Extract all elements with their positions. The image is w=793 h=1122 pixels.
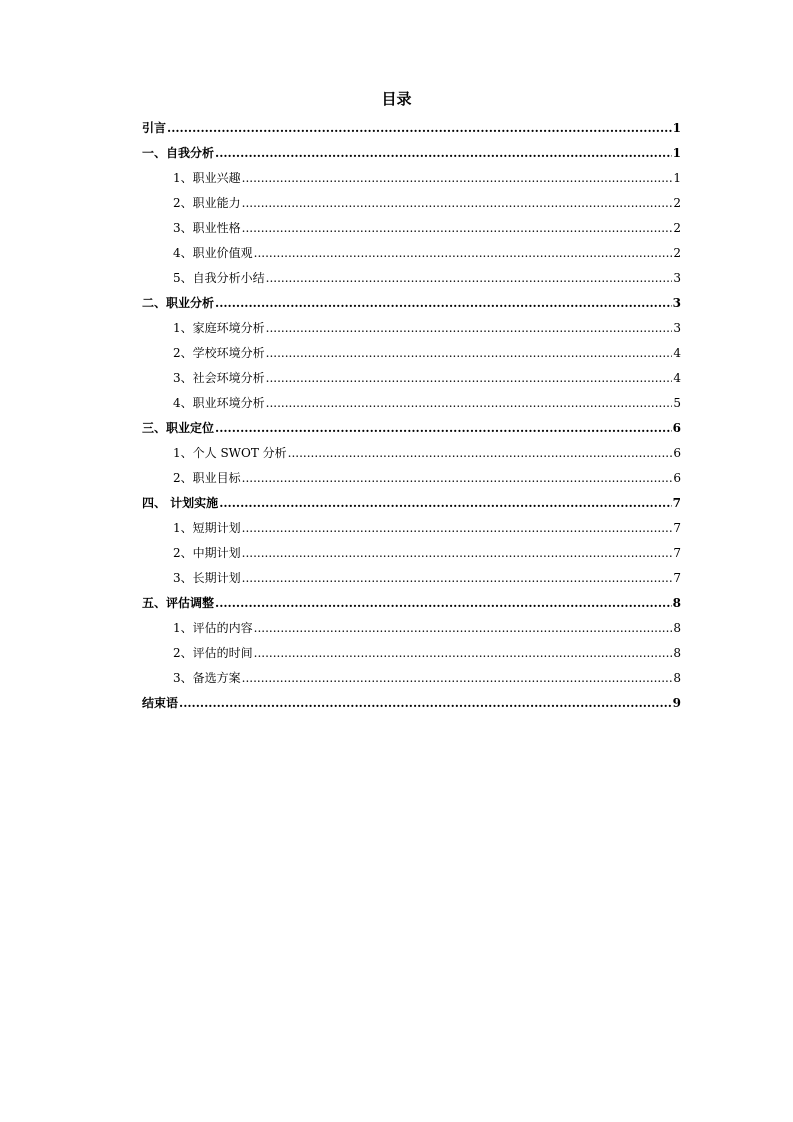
toc-entry-label: 5、自我分析小结 — [173, 271, 265, 285]
toc-page-number: 2 — [673, 221, 681, 235]
toc-dot-leader — [219, 491, 671, 516]
toc-page-number: 1 — [672, 121, 681, 135]
toc-dot-leader — [266, 266, 673, 291]
toc-entry-label: 五、评估调整 — [142, 596, 215, 610]
toc-entry[interactable] — [142, 441, 681, 466]
toc-entry-label: 1、短期计划 — [173, 521, 241, 535]
toc-entry-label: 3、长期计划 — [173, 571, 241, 585]
toc-entry[interactable] — [142, 616, 681, 641]
toc-entry[interactable] — [142, 141, 681, 166]
toc-page-number: 4 — [673, 346, 681, 360]
toc-entry[interactable] — [142, 641, 681, 666]
toc-entry-label: 2、职业能力 — [173, 196, 241, 210]
toc-entry-label: 引言 — [142, 121, 167, 135]
toc-entry[interactable] — [142, 491, 681, 516]
toc-entry[interactable] — [142, 291, 681, 316]
toc-entry[interactable] — [142, 116, 681, 141]
toc-entry[interactable] — [142, 466, 681, 491]
toc-entry[interactable] — [142, 691, 681, 716]
toc-dot-leader — [215, 141, 672, 166]
toc-dot-leader — [254, 241, 673, 266]
toc-page-number: 7 — [673, 571, 681, 585]
toc-entry-label: 2、评估的时间 — [173, 646, 253, 660]
toc-dot-leader — [215, 416, 672, 441]
toc-entry-label: 二、职业分析 — [142, 296, 215, 310]
toc-dot-leader — [266, 391, 673, 416]
toc-entry[interactable] — [142, 591, 681, 616]
toc-entry[interactable] — [142, 166, 681, 191]
toc-page-number: 1 — [672, 146, 681, 160]
toc-page-number: 7 — [672, 496, 681, 510]
toc-entry[interactable] — [142, 316, 681, 341]
toc-page-number: 1 — [673, 171, 681, 185]
toc-dot-leader — [266, 316, 673, 341]
toc-page-number: 3 — [673, 271, 681, 285]
toc-entry[interactable] — [142, 416, 681, 441]
toc-dot-leader — [266, 366, 673, 391]
toc-dot-leader — [288, 441, 673, 466]
toc-dot-leader — [215, 591, 672, 616]
toc-entry[interactable] — [142, 216, 681, 241]
toc-entry-label: 3、职业性格 — [173, 221, 241, 235]
toc-page-number: 8 — [672, 596, 681, 610]
toc-dot-leader — [242, 191, 673, 216]
toc-dot-leader — [242, 216, 673, 241]
toc-page-number: 4 — [673, 371, 681, 385]
toc-dot-leader — [254, 616, 673, 641]
toc-page-number: 3 — [673, 321, 681, 335]
toc-entry-label: 1、家庭环境分析 — [173, 321, 265, 335]
toc-entry-label: 4、职业环境分析 — [173, 396, 265, 410]
toc-page-number: 7 — [673, 546, 681, 560]
toc-dot-leader — [266, 341, 673, 366]
toc-entry[interactable] — [142, 191, 681, 216]
toc-page-number: 8 — [673, 671, 681, 685]
toc-page-number: 6 — [672, 421, 681, 435]
toc-entry[interactable] — [142, 666, 681, 691]
toc-entry[interactable] — [142, 266, 681, 291]
page-title: 目录 — [381, 90, 412, 108]
toc-entry[interactable] — [142, 541, 681, 566]
toc-dot-leader — [242, 541, 673, 566]
toc-page-number: 6 — [673, 446, 681, 460]
toc-page-number: 8 — [673, 621, 681, 635]
toc-entry-label: 3、备选方案 — [173, 671, 241, 685]
toc-dot-leader — [167, 116, 672, 141]
toc-entry[interactable] — [142, 341, 681, 366]
toc-entry-label: 1、评估的内容 — [173, 621, 253, 635]
toc-entry[interactable] — [142, 366, 681, 391]
toc-entry-label: 2、学校环境分析 — [173, 346, 265, 360]
toc-page-number: 8 — [673, 646, 681, 660]
toc-page-number: 9 — [672, 696, 681, 710]
toc-entry-label: 3、社会环境分析 — [173, 371, 265, 385]
toc-entry[interactable] — [142, 566, 681, 591]
toc-dot-leader — [242, 466, 673, 491]
toc-dot-leader — [179, 691, 672, 716]
toc-entry-label: 2、中期计划 — [173, 546, 241, 560]
toc-entry[interactable] — [142, 516, 681, 541]
toc-entry-label: 结束语 — [142, 696, 179, 710]
toc-entry-label: 四、 计划实施 — [142, 496, 219, 510]
toc-entry-label: 2、职业目标 — [173, 471, 241, 485]
toc-entry-label: 4、职业价值观 — [173, 246, 253, 260]
toc-page-number: 6 — [673, 471, 681, 485]
toc-dot-leader — [242, 516, 673, 541]
toc-entry-label: 三、职业定位 — [142, 421, 215, 435]
toc-dot-leader — [242, 166, 673, 191]
toc-dot-leader — [242, 666, 673, 691]
toc-entry-label: 一、自我分析 — [142, 146, 215, 160]
toc-entry[interactable] — [142, 241, 681, 266]
toc-page-number: 2 — [673, 196, 681, 210]
toc-page-number: 2 — [673, 246, 681, 260]
toc-dot-leader — [242, 566, 673, 591]
toc-entry-label: 1、个人 SWOT 分析 — [173, 446, 287, 460]
toc-page-number: 3 — [672, 296, 681, 310]
toc-dot-leader — [215, 291, 672, 316]
toc-entry[interactable] — [142, 391, 681, 416]
toc-page-number: 5 — [673, 396, 681, 410]
toc-dot-leader — [254, 641, 673, 666]
toc-entry-label: 1、职业兴趣 — [173, 171, 241, 185]
table-of-contents — [142, 116, 681, 716]
toc-page-number: 7 — [673, 521, 681, 535]
